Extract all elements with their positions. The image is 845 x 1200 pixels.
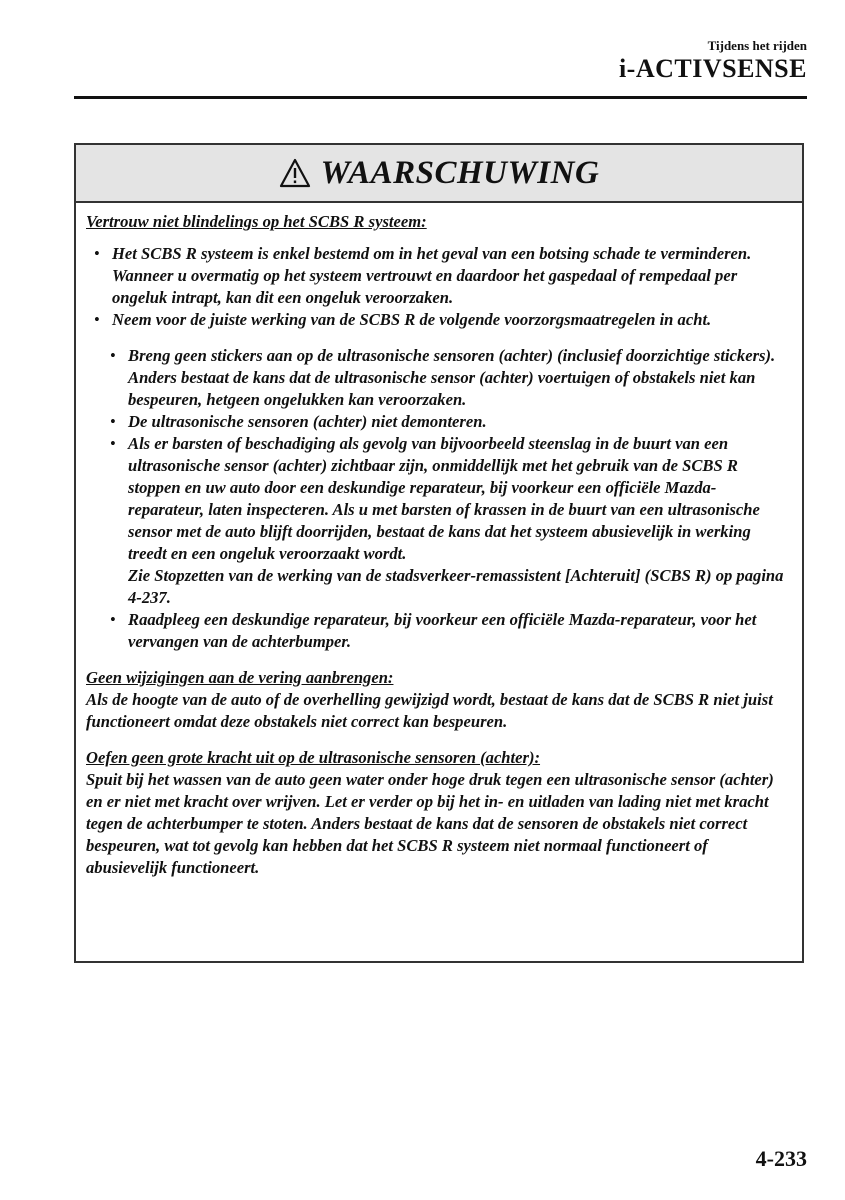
warning-title: WAARSCHUWING xyxy=(320,154,600,191)
page-reference: Zie Stopzetten van de werking van de stadsverkeer-remassistent [Achteruit] (SCBS R) op pagina 4-237. xyxy=(128,566,784,607)
list-item: • Breng geen stickers aan op de ultrasonische sensoren (achter) (inclusief doorzichtige stickers). Anders bestaat de kans dat de ultrasonische sensor (achter) voertuigen of obstakels niet kan bespeuren, hetgeen ongelukken kan veroorzaken. xyxy=(86,345,792,411)
section-heading: Vertrouw niet blindelings op het SCBS R systeem: xyxy=(86,212,427,231)
list-item: • Als er barsten of beschadiging als gevolg van bijvoorbeeld steenslag in de buurt van een ultrasonische sensor (achter) zichtbaar zijn, onmiddellijk met het gebruik van de SCBS R stoppen en uw auto door een deskundige reparateur, bij voorkeur een officiële Mazda-reparateur, laten inspecteren. Als u met barsten of krassen in de buurt van een ultrasonische sensor met de auto blijft doorrijden, bestaat de kans dat het systeem abusievelijk in werking treedt en een ongeluk veroorzaakt wordt. xyxy=(86,433,792,565)
sub-bullet-list xyxy=(86,609,792,653)
section-heading: Geen wijzigingen aan de vering aanbrengen: xyxy=(86,668,394,687)
warning-triangle-icon xyxy=(279,158,311,188)
warning-header xyxy=(76,145,802,203)
list-item: • Neem voor de juiste werking van de SCBS R de volgende voorzorgsmaatregelen in acht. xyxy=(86,309,792,331)
header-section-title: Tijdens het rijden xyxy=(707,38,807,53)
header-rule xyxy=(74,96,807,99)
sub-bullet-list xyxy=(86,345,792,565)
section-heading: Oefen geen grote kracht uit op de ultrasonische sensoren (achter): xyxy=(86,748,541,767)
warning-body xyxy=(76,203,802,879)
list-item: • Raadpleeg een deskundige reparateur, bij voorkeur een officiële Mazda-reparateur, voor het vervangen van de achterbumper. xyxy=(86,609,792,653)
section-text: Spuit bij het wassen van de auto geen water onder hoge druk tegen een ultrasonische sensor (achter) en er niet met kracht over wrijven. Let er verder op bij het in- en uitladen van lading niet met kracht tegen de achterbumper te stoten. Anders bestaat de kans dat de sensoren de obstakels niet correct bespeuren, wat tot gevolg kan hebben dat het SCBS R systeem niet normaal functioneert of abusievelijk functioneert. xyxy=(86,770,774,877)
list-item: • Het SCBS R systeem is enkel bestemd om in het geval van een botsing schade te verminderen. Wanneer u overmatig op het systeem vertrouwt en daardoor het gaspedaal of rempedaal per ongeluk intrapt, kan dit een ongeluk veroorzaken. xyxy=(86,243,792,309)
section-text: Als de hoogte van de auto of de overhelling gewijzigd wordt, bestaat de kans dat de SCBS R niet juist functioneert omdat deze obstakels niet correct kan bespeuren. xyxy=(86,690,773,731)
header-chapter-title: i-ACTIVSENSE xyxy=(618,54,807,83)
list-item: • De ultrasonische sensoren (achter) niet demonteren. xyxy=(86,411,792,433)
page-number: 4-233 xyxy=(755,1146,807,1171)
bullet-list xyxy=(86,243,792,331)
warning-box xyxy=(74,143,804,963)
